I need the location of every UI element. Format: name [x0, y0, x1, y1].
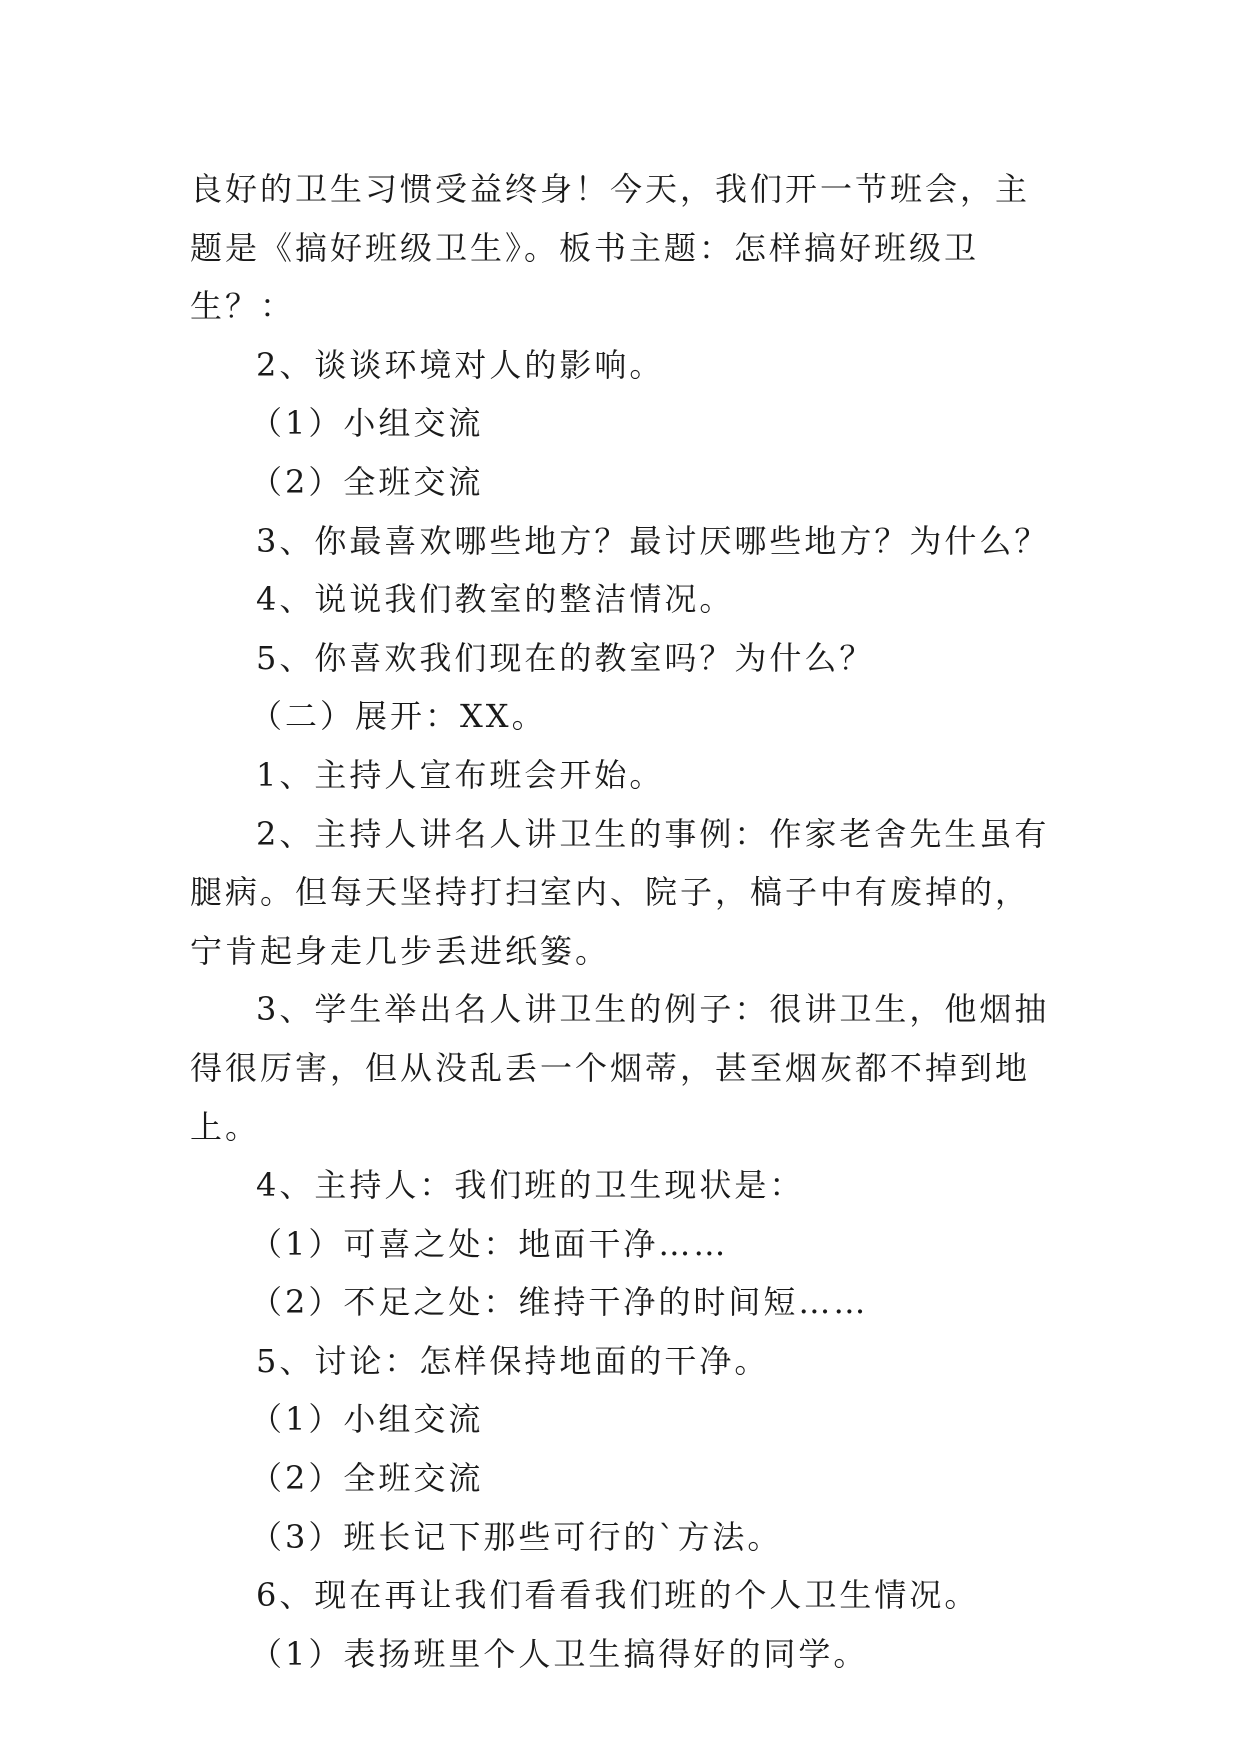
paragraph-subitem: （3）班长记下那些可行的`方法。 [250, 1517, 783, 1556]
paragraph-item-4: 4、说说我们教室的整洁情况。 [256, 580, 735, 619]
paragraph-subitem: （1）小组交流 [250, 404, 484, 443]
paragraph-item-1: 1、主持人宣布班会开始。 [256, 755, 665, 794]
paragraph-item-4: 4、主持人：我们班的卫生现状是： [256, 1166, 805, 1205]
paragraph-item-6: 6、现在再让我们看看我们班的个人卫生情况。 [256, 1576, 980, 1615]
paragraph-intro: 良好的卫生习惯受益终身！今天，我们开一节班会，主题是《搞好班级卫生》。板书主题：怎样搞好班级卫生？： [190, 170, 1031, 326]
document-body [190, 160, 1052, 1683]
paragraph-subitem: （1）小组交流 [250, 1400, 484, 1439]
paragraph-subitem: （2）不足之处：维持干净的时间短…… [250, 1283, 869, 1322]
paragraph-item-2: 2、主持人讲名人讲卫生的事例：作家老舍先生虽有腿病。但每天坚持打扫室内、院子，槁子中有废掉的，宁肯起身走几步丢进纸篓。 [190, 814, 1050, 970]
paragraph-item-3: 3、学生举出名人讲卫生的例子：很讲卫生，他烟抽得很厉害，但从没乱丢一个烟蒂，甚至烟灰都不掉到地上。 [190, 990, 1050, 1146]
paragraph-item-5: 5、你喜欢我们现在的教室吗？为什么？ [256, 638, 875, 677]
paragraph-item-2: 2、谈谈环境对人的影响。 [256, 345, 665, 384]
section-heading: （二）展开：XX。 [250, 697, 547, 736]
paragraph-subitem: （2）全班交流 [250, 462, 484, 501]
paragraph-subitem: （1）可喜之处：地面干净…… [250, 1224, 729, 1263]
paragraph-subitem: （2）全班交流 [250, 1459, 484, 1498]
paragraph-item-5: 5、讨论：怎样保持地面的干净。 [256, 1341, 770, 1380]
paragraph-item-3: 3、你最喜欢哪些地方？最讨厌哪些地方？为什么？ [256, 521, 1050, 560]
paragraph-subitem: （1）表扬班里个人卫生搞得好的同学。 [250, 1634, 869, 1673]
